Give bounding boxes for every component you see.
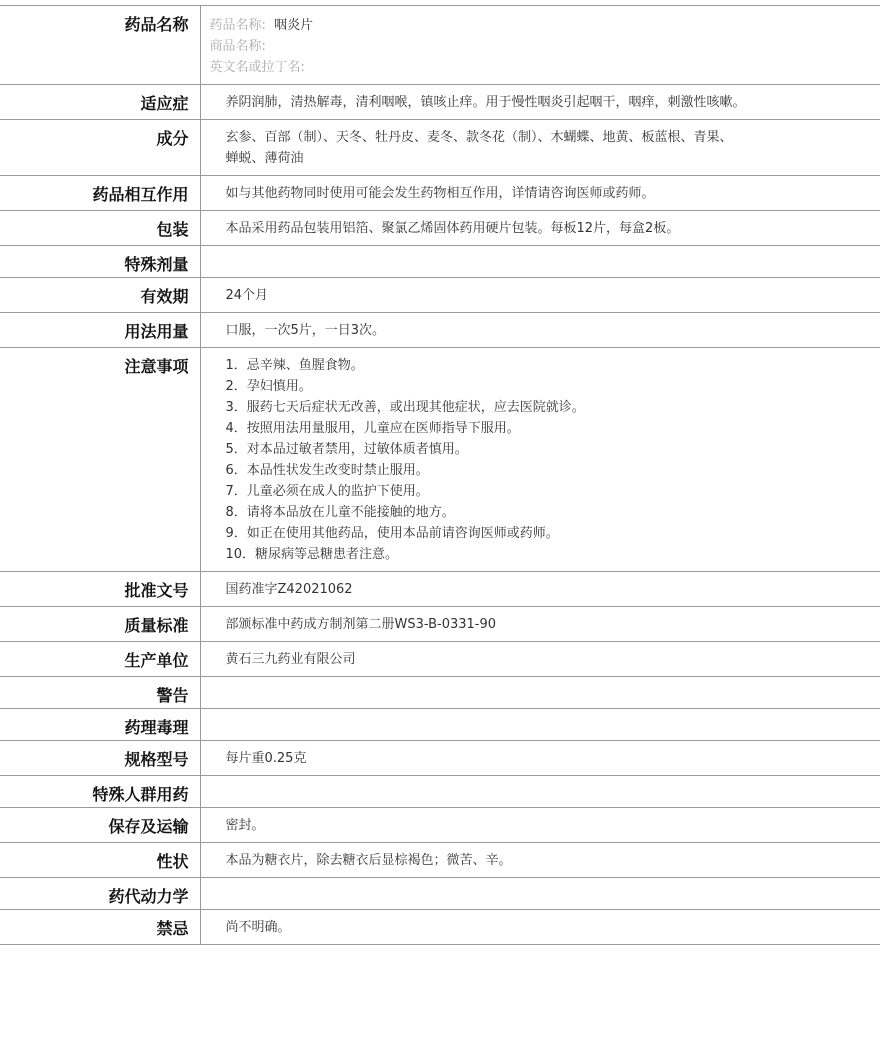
- latin-name-line: [210, 57, 871, 78]
- precaution-item: 7．儿童必须在成人的监护下使用。: [225, 484, 429, 499]
- row-label-pharmacology: 药理毒理: [0, 709, 200, 741]
- row-value-special-dose: [200, 246, 880, 278]
- table-row: [0, 642, 880, 677]
- table-row: [0, 741, 880, 776]
- table-row: [0, 6, 880, 85]
- row-value-quality: 部颁标准中药成方制剂第二册WS3-B-0331-90: [200, 607, 880, 642]
- row-value-indications: 养阴润肺，清热解毒，清利咽喉，镇咳止痒。用于慢性咽炎引起咽干，咽痒，刺激性咳嗽。: [200, 85, 880, 120]
- table-row: [0, 572, 880, 607]
- precaution-item: 2．孕妇慎用。: [225, 379, 312, 394]
- row-label-warning: 警告: [0, 677, 200, 709]
- table-row: [0, 120, 880, 176]
- row-value-spec: 每片重0.25克: [200, 741, 880, 776]
- row-value-validity: 24个月: [200, 278, 880, 313]
- precaution-item: 1．忌辛辣、鱼腥食物。: [225, 358, 364, 373]
- trade-name-key: 商品名称:: [209, 39, 266, 54]
- row-label-contraindications: 禁忌: [0, 910, 200, 945]
- row-value-approval: 国药准字Z42021062: [200, 572, 880, 607]
- generic-name-line: [210, 15, 871, 36]
- table-row: [0, 313, 880, 348]
- table-row: [0, 843, 880, 878]
- precaution-item: 10．糖尿病等忌糖患者注意。: [225, 547, 399, 562]
- drug-name-values: [200, 6, 880, 85]
- table-row: [0, 607, 880, 642]
- table-row: [0, 278, 880, 313]
- row-label-interactions: 药品相互作用: [0, 176, 200, 211]
- precaution-item: 5．对本品过敏者禁用，过敏体质者慎用。: [225, 442, 468, 457]
- row-label-validity: 有效期: [0, 278, 200, 313]
- row-label-dosage: 用法用量: [0, 313, 200, 348]
- table-row: [0, 677, 880, 709]
- row-label-approval: 批准文号: [0, 572, 200, 607]
- table-row: [0, 910, 880, 945]
- generic-name-value: 咽炎片: [274, 18, 314, 33]
- precaution-item: 3．服药七天后症状无改善，或出现其他症状，应去医院就诊。: [225, 400, 585, 415]
- drug-info-table: [0, 5, 880, 945]
- row-value-ingredients: [200, 120, 880, 176]
- row-label-ingredients: 成分: [0, 120, 200, 176]
- ingredients-line: 玄参、百部（制）、天冬、牡丹皮、麦冬、款冬花（制）、木蝴蝶、地黄、板蓝根、青果、: [225, 130, 733, 145]
- precaution-item: 6．本品性状发生改变时禁止服用。: [225, 463, 429, 478]
- row-label-package: 包装: [0, 211, 200, 246]
- table-row: [0, 348, 880, 572]
- row-value-contraindications: 尚不明确。: [200, 910, 880, 945]
- table-row: [0, 776, 880, 808]
- precaution-item: 9．如正在使用其他药品，使用本品前请咨询医师或药师。: [225, 526, 559, 541]
- table-row: [0, 211, 880, 246]
- drug-info-sheet: [0, 5, 880, 945]
- row-label-pharmacokinetics: 药代动力学: [0, 878, 200, 910]
- row-value-manufacturer: 黄石三九药业有限公司: [200, 642, 880, 677]
- row-label-special-dose: 特殊剂量: [0, 246, 200, 278]
- row-value-pharmacokinetics: [200, 878, 880, 910]
- row-label-appearance: 性状: [0, 843, 200, 878]
- precaution-item: 8．请将本品放在儿童不能接触的地方。: [225, 505, 455, 520]
- row-label-storage: 保存及运输: [0, 808, 200, 843]
- row-value-special-groups: [200, 776, 880, 808]
- table-row: [0, 85, 880, 120]
- generic-name-key: 药品名称:: [209, 18, 266, 33]
- row-label-quality: 质量标准: [0, 607, 200, 642]
- row-value-precautions: [200, 348, 880, 572]
- row-value-warning: [200, 677, 880, 709]
- precaution-item: 4．按照用法用量服用，儿童应在医师指导下服用。: [225, 421, 520, 436]
- row-label-drug-name: 药品名称: [0, 6, 200, 85]
- table-row: [0, 246, 880, 278]
- row-value-pharmacology: [200, 709, 880, 741]
- row-label-indications: 适应症: [0, 85, 200, 120]
- table-row: [0, 808, 880, 843]
- row-value-appearance: 本品为糖衣片，除去糖衣后显棕褐色；微苦、辛。: [200, 843, 880, 878]
- row-label-precautions: 注意事项: [0, 348, 200, 572]
- latin-name-key: 英文名或拉丁名:: [209, 60, 305, 75]
- table-row: [0, 176, 880, 211]
- row-label-spec: 规格型号: [0, 741, 200, 776]
- ingredients-line: 蝉蜕、薄荷油: [225, 151, 304, 166]
- row-value-dosage: 口服，一次5片，一日3次。: [200, 313, 880, 348]
- row-value-interactions: 如与其他药物同时使用可能会发生药物相互作用，详情请咨询医师或药师。: [200, 176, 880, 211]
- trade-name-line: [210, 36, 871, 57]
- table-row: [0, 709, 880, 741]
- row-label-manufacturer: 生产单位: [0, 642, 200, 677]
- row-label-special-groups: 特殊人群用药: [0, 776, 200, 808]
- row-value-package: 本品采用药品包装用铝箔、聚氯乙烯固体药用硬片包装。每板12片，每盒2板。: [200, 211, 880, 246]
- row-value-storage: 密封。: [200, 808, 880, 843]
- table-row: [0, 878, 880, 910]
